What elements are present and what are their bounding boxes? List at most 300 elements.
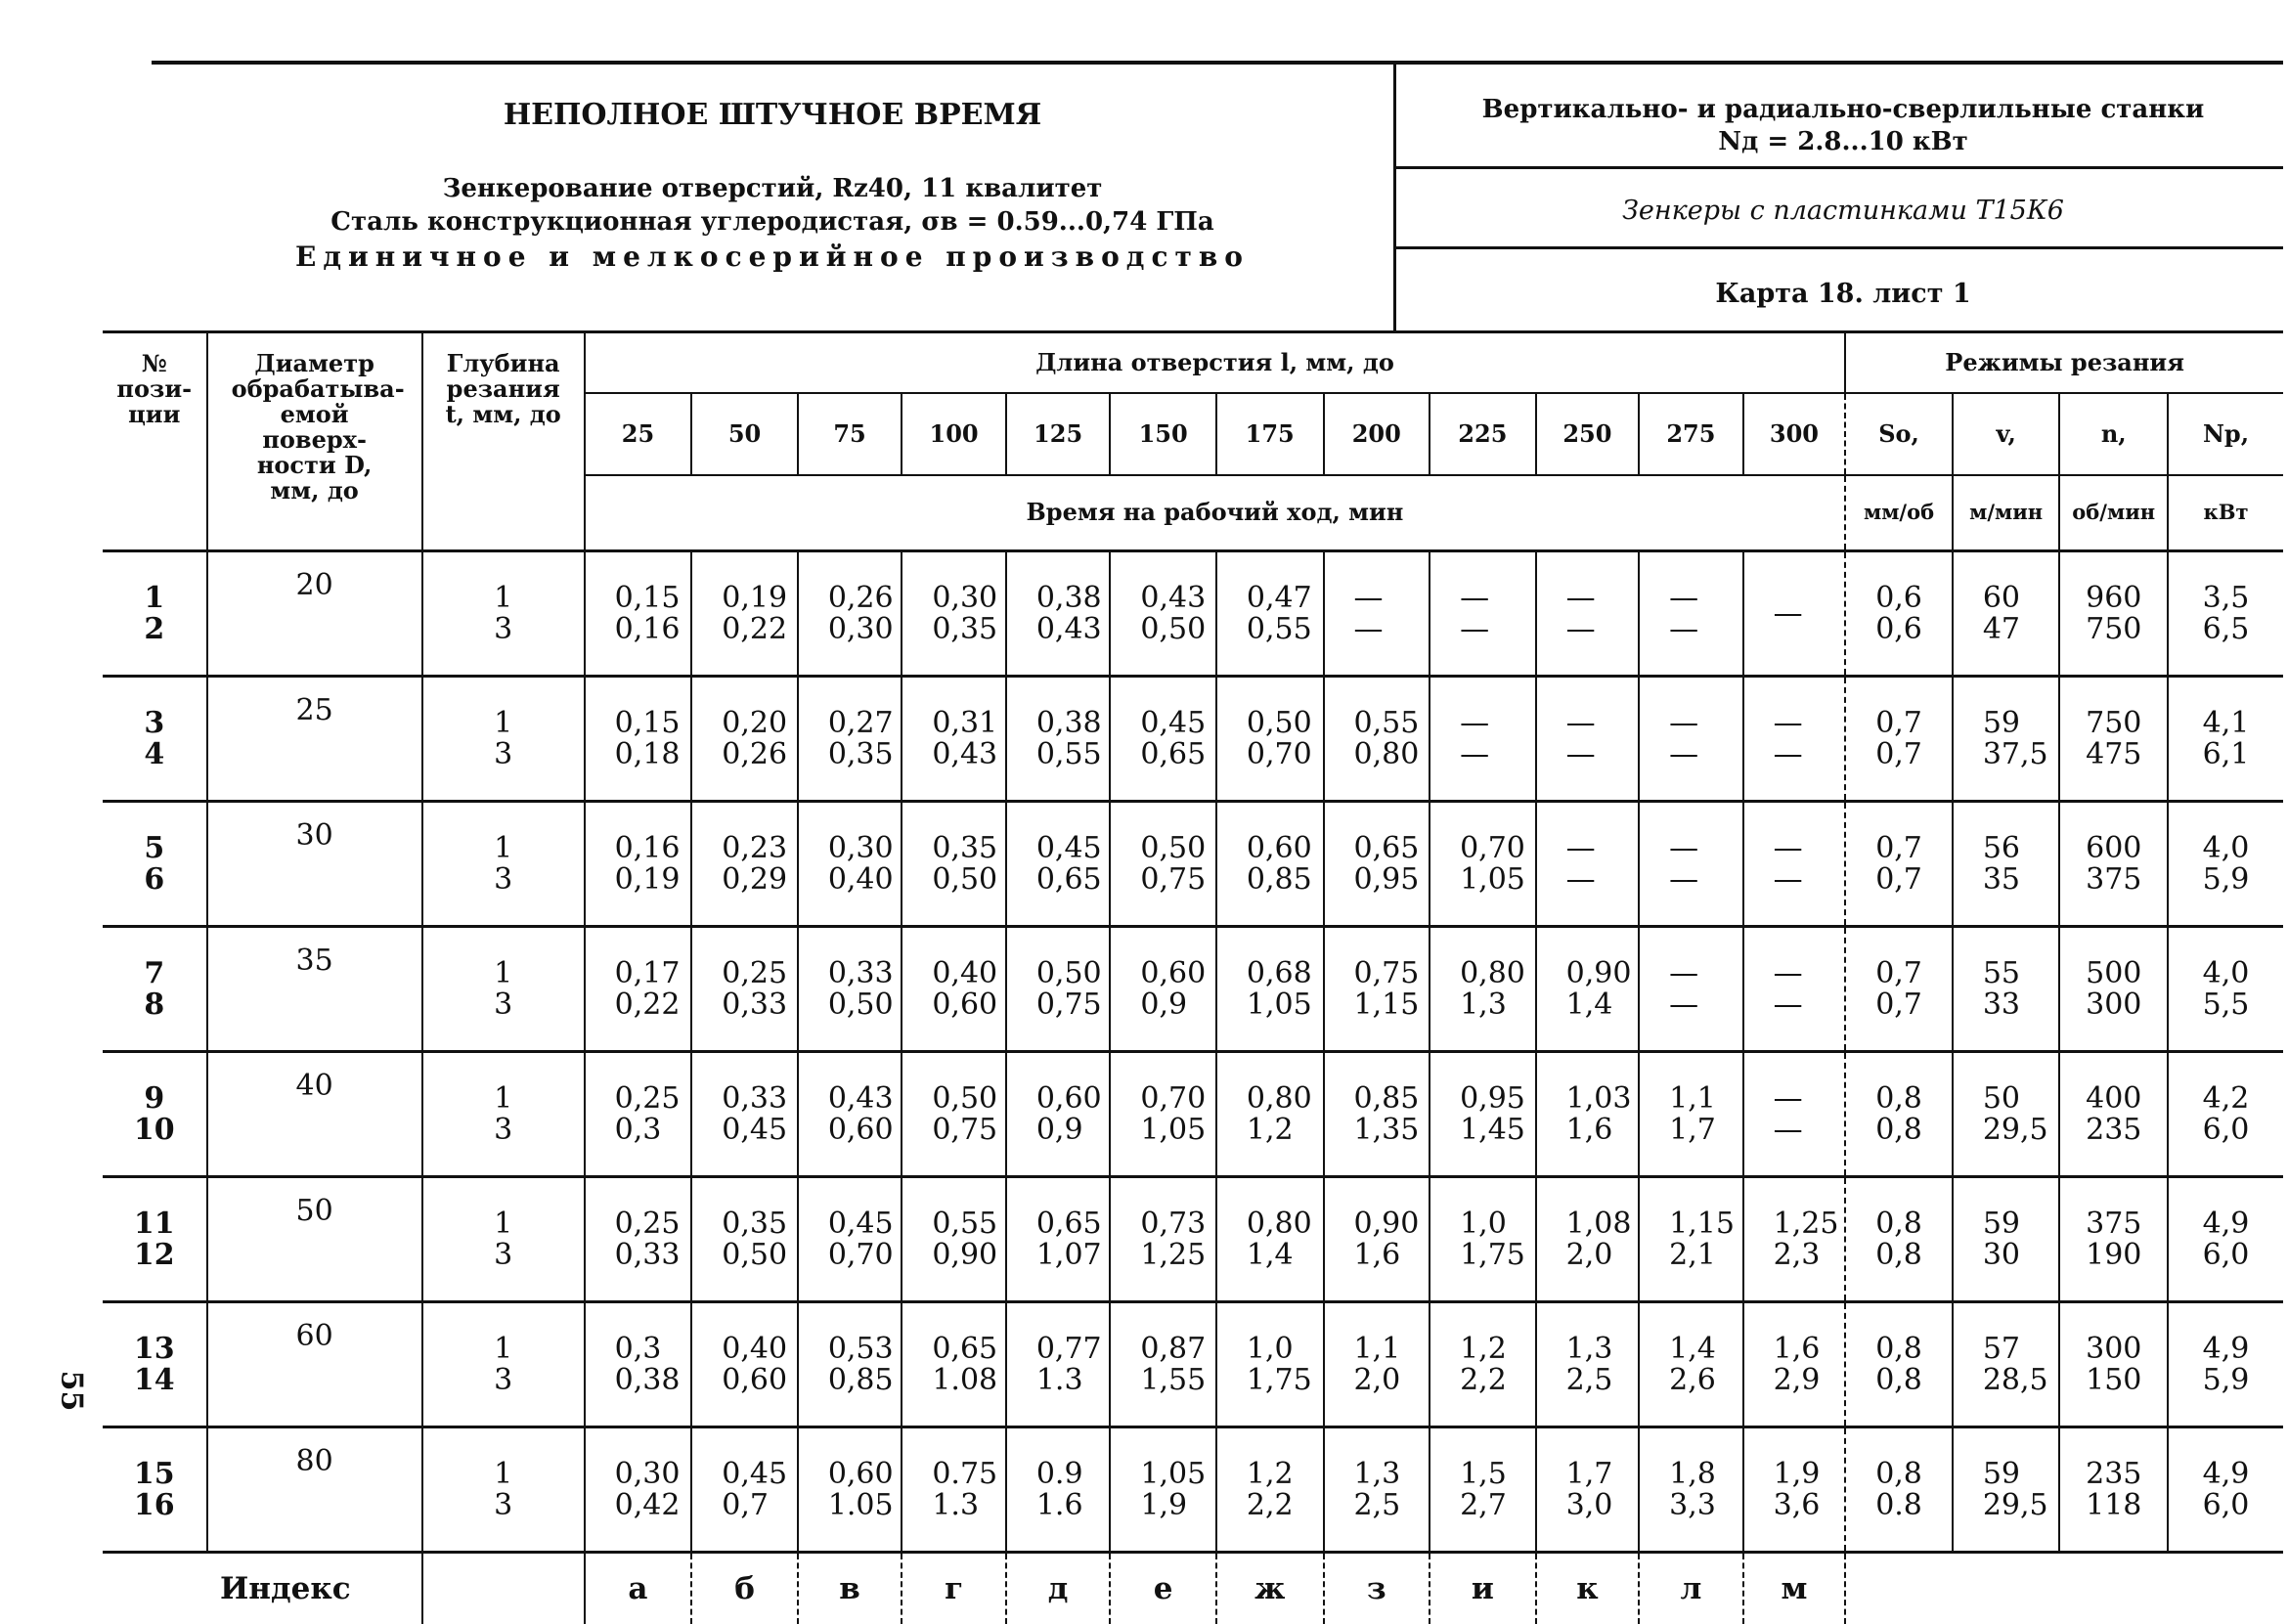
feed-cell-upper: 0,8: [1846, 1083, 1952, 1115]
index-blank: [1845, 1553, 2283, 1624]
time-cell-upper: 0,65: [1036, 1208, 1110, 1240]
time-cell-upper: —: [1669, 708, 1742, 739]
time-cell: [1536, 1177, 1640, 1302]
time-cell-lower: 0,38: [615, 1365, 691, 1396]
speed-cell-lower: 37,5: [1983, 739, 2059, 770]
position-cell-lower: 4: [103, 739, 206, 770]
time-cell-lower: 2,7: [1460, 1490, 1535, 1521]
position-cell-upper: 13: [103, 1334, 206, 1365]
time-cell: [1006, 1427, 1111, 1553]
time-cell: [1639, 551, 1743, 677]
time-cell-upper: —: [1774, 708, 1845, 739]
depth-cell: [422, 1427, 585, 1553]
time-cell-upper: 0,43: [1140, 583, 1215, 614]
time-cell: [1430, 1427, 1536, 1553]
top-rule: [152, 61, 2283, 65]
time-cell-lower: 1,55: [1140, 1365, 1215, 1396]
time-cell-upper: —: [1460, 583, 1535, 614]
col-modes-group: Режимы резания: [1845, 332, 2283, 393]
time-cell: [1324, 677, 1430, 802]
time-cell-lower: 0,65: [1140, 739, 1215, 770]
time-cell-upper: 0,16: [615, 833, 691, 864]
depth-cell: [422, 551, 585, 677]
time-cell-lower: 0,75: [932, 1115, 1005, 1146]
table-row-group: [103, 1052, 2283, 1177]
diameter-cell: 80: [207, 1427, 422, 1553]
table-row-group: [103, 1177, 2283, 1302]
rpm-cell-upper: 600: [2060, 833, 2167, 864]
time-cell: [1536, 677, 1640, 802]
position-cell: [103, 551, 207, 677]
index-letter: и: [1430, 1553, 1536, 1624]
time-cell-upper: —: [1460, 708, 1535, 739]
tool-type: Зенкеры с пластинками Т15К6: [1398, 196, 2288, 226]
table-row-group: [103, 927, 2283, 1052]
rpm-cell-upper: 400: [2060, 1083, 2167, 1115]
power-cell: [2168, 1427, 2283, 1553]
time-cell-upper: 1,3: [1354, 1459, 1430, 1490]
time-cell: [1216, 1052, 1324, 1177]
time-cell: [1006, 927, 1111, 1052]
feed-cell-upper: 0,7: [1846, 958, 1952, 989]
time-cell: [585, 1052, 692, 1177]
time-cell-lower: —: [1566, 614, 1639, 645]
time-cell-upper: 1,8: [1669, 1459, 1742, 1490]
rpm-cell-upper: 750: [2060, 708, 2167, 739]
rpm-cell-upper: 500: [2060, 958, 2167, 989]
index-letter: к: [1536, 1553, 1640, 1624]
time-cell-upper: —: [1669, 583, 1742, 614]
rpm-cell: [2059, 1177, 2168, 1302]
time-cell-upper: —: [1354, 583, 1430, 614]
time-cell-lower: 1,07: [1036, 1240, 1110, 1271]
time-cell: [1110, 802, 1216, 927]
col-mode-unit-0: мм/об: [1845, 475, 1953, 551]
time-cell-upper: 0,26: [828, 583, 902, 614]
right-rule-1: [1396, 166, 2283, 169]
time-cell-lower: 1,25: [1140, 1240, 1215, 1271]
time-cell-lower: —: [1669, 739, 1742, 770]
time-cell-upper: 0,30: [615, 1459, 691, 1490]
time-cell-lower: 0,50: [932, 864, 1005, 896]
col-mode-sym-3: Nр,: [2168, 393, 2283, 475]
time-cell-lower: —: [1460, 739, 1535, 770]
time-cell-upper: 0,45: [1140, 708, 1215, 739]
position-cell-lower: 6: [103, 864, 206, 896]
position-cell-upper: 3: [103, 708, 206, 739]
depth-cell: [422, 1052, 585, 1177]
rpm-cell-lower: 300: [2060, 989, 2167, 1021]
time-cell-upper: —: [1774, 833, 1845, 864]
time-cell: [1430, 802, 1536, 927]
time-cell-upper: 1,05: [1140, 1459, 1215, 1490]
time-cell: [798, 1302, 902, 1427]
time-cell: [1110, 1302, 1216, 1427]
time-cell-upper: 0,35: [932, 833, 1005, 864]
time-cell-upper: 0,25: [615, 1083, 691, 1115]
time-cell: [1743, 1302, 1846, 1427]
time-cell-upper: 0,23: [722, 833, 797, 864]
time-cell-upper: 1,25: [1774, 1208, 1845, 1240]
time-cell-lower: 1,75: [1247, 1365, 1323, 1396]
time-cell-lower: 0,7: [722, 1490, 797, 1521]
index-letter: б: [691, 1553, 798, 1624]
time-cell: [902, 1177, 1006, 1302]
power-cell: [2168, 1302, 2283, 1427]
time-cell: [691, 677, 798, 802]
time-cell-upper: 0,15: [615, 708, 691, 739]
time-cell: [1743, 1052, 1846, 1177]
time-cell-lower: 0,43: [932, 739, 1005, 770]
time-cell: [798, 1427, 902, 1553]
speed-cell-lower: 28,5: [1983, 1365, 2059, 1396]
time-cell: [585, 1177, 692, 1302]
index-letter: а: [585, 1553, 692, 1624]
rpm-cell: [2059, 1427, 2168, 1553]
time-cell-lower: 2,9: [1774, 1365, 1845, 1396]
time-cell: [691, 802, 798, 927]
power-cell: [2168, 1052, 2283, 1177]
time-cell-upper: 0,65: [932, 1334, 1005, 1365]
time-cell-lower: 0,95: [1354, 864, 1430, 896]
time-cell-lower: —: [1774, 864, 1845, 896]
time-cell: [1430, 927, 1536, 1052]
time-cell-lower: —: [1460, 614, 1535, 645]
time-cell-lower: 0,35: [828, 739, 902, 770]
feed-cell: [1845, 1427, 1953, 1553]
time-cell-lower: 0,60: [722, 1365, 797, 1396]
time-cell: [1639, 1427, 1743, 1553]
time-cell-upper: 0,77: [1036, 1334, 1110, 1365]
time-cell-upper: 0.75: [932, 1459, 1005, 1490]
time-cell: [1006, 677, 1111, 802]
time-cell: [1639, 1177, 1743, 1302]
power-cell-upper: 4,9: [2169, 1459, 2283, 1490]
depth-cell-lower: 3: [423, 1490, 584, 1521]
time-cell-lower: —: [1774, 1115, 1845, 1146]
time-cell: [1324, 551, 1430, 677]
speed-cell: [1953, 551, 2060, 677]
position-cell-lower: 10: [103, 1115, 206, 1146]
time-cell-lower: 0,80: [1354, 739, 1430, 770]
position-cell: [103, 1177, 207, 1302]
time-cell-lower: 2,3: [1774, 1240, 1845, 1271]
power-cell-upper: 4,0: [2169, 833, 2283, 864]
time-cell: [1216, 551, 1324, 677]
time-cell-upper: 0,68: [1247, 958, 1323, 989]
time-cell-lower: —: [1566, 864, 1639, 896]
col-mode-sym-2: n,: [2059, 393, 2168, 475]
time-cell-lower: 0,65: [1036, 864, 1110, 896]
feed-cell-lower: 0,8: [1846, 1240, 1952, 1271]
index-letter: з: [1324, 1553, 1430, 1624]
time-cell: [798, 802, 902, 927]
feed-cell: [1845, 1177, 1953, 1302]
time-cell-upper: 0,40: [722, 1334, 797, 1365]
col-depth: Глубина резания t, мм, до: [422, 332, 585, 551]
time-cell: [1006, 1177, 1111, 1302]
depth-cell-lower: 3: [423, 614, 584, 645]
table-row-group: [103, 1427, 2283, 1553]
index-letter: л: [1639, 1553, 1743, 1624]
main-title: НЕПОЛНОЕ ШТУЧНОЕ ВРЕМЯ: [152, 98, 1393, 132]
feed-cell: [1845, 802, 1953, 927]
rpm-cell: [2059, 802, 2168, 927]
time-cell-lower: 1.05: [828, 1490, 902, 1521]
power-cell-upper: 3,5: [2169, 583, 2283, 614]
col-length-5: 150: [1110, 393, 1216, 475]
index-letter: е: [1110, 1553, 1216, 1624]
subtitle-operation: Зенкерование отверстий, Rz40, 11 квалитет: [152, 174, 1393, 203]
feed-cell-upper: 0,6: [1846, 583, 1952, 614]
speed-cell-lower: 33: [1983, 989, 2059, 1021]
time-cell: [1536, 551, 1640, 677]
time-cell: [1536, 1302, 1640, 1427]
time-caption: Время на рабочий ход, мин: [585, 475, 1846, 551]
feed-cell: [1845, 927, 1953, 1052]
time-cell-lower: 0,85: [828, 1365, 902, 1396]
time-cell-lower: 1,35: [1354, 1115, 1430, 1146]
time-cell: [798, 927, 902, 1052]
rpm-cell-upper: 960: [2060, 583, 2167, 614]
time-cell-lower: 1,05: [1247, 989, 1323, 1021]
time-cell-lower: 0,33: [722, 989, 797, 1021]
time-cell-upper: 0,30: [932, 583, 1005, 614]
time-cell: [1743, 802, 1846, 927]
power-cell: [2168, 677, 2283, 802]
time-cell-upper: 0,45: [722, 1459, 797, 1490]
table-row-group: [103, 677, 2283, 802]
time-cell-lower: 1.3: [932, 1490, 1005, 1521]
time-cell-lower: 0,26: [722, 739, 797, 770]
time-cell-upper: 0,60: [1036, 1083, 1110, 1115]
rpm-cell: [2059, 1052, 2168, 1177]
time-cell-upper: —: [1774, 1083, 1845, 1115]
time-cell: [1743, 677, 1846, 802]
time-cell-lower: —: [1669, 614, 1742, 645]
time-cell: [1216, 1302, 1324, 1427]
speed-cell-upper: 59: [1983, 1208, 2059, 1240]
right-rule-2: [1396, 246, 2283, 249]
position-cell: [103, 1302, 207, 1427]
col-position: № пози-ции: [103, 332, 207, 551]
rpm-cell: [2059, 677, 2168, 802]
time-cell-upper: 1,08: [1566, 1208, 1639, 1240]
power-cell-upper: 4,9: [2169, 1208, 2283, 1240]
time-cell: [1536, 927, 1640, 1052]
depth-cell-upper: 1: [423, 1208, 584, 1240]
position-cell-upper: 11: [103, 1208, 206, 1240]
time-cell-upper: 0,50: [1247, 708, 1323, 739]
machine-type: Вертикально- и радиально-сверлильные станки: [1398, 95, 2288, 124]
time-cell-upper: 0,90: [1354, 1208, 1430, 1240]
time-cell-upper: 0,40: [932, 958, 1005, 989]
depth-cell: [422, 802, 585, 927]
time-cell-lower: 0,45: [722, 1115, 797, 1146]
power-cell: [2168, 551, 2283, 677]
position-cell: [103, 1052, 207, 1177]
time-cell: [902, 551, 1006, 677]
col-length-2: 75: [798, 393, 902, 475]
time-cell: [1110, 1177, 1216, 1302]
depth-cell-lower: 3: [423, 1115, 584, 1146]
time-cell-upper: 0,30: [828, 833, 902, 864]
time-cell-lower: 0,18: [615, 739, 691, 770]
time-cell-lower: 2,2: [1247, 1490, 1323, 1521]
time-cell-lower: 0,60: [828, 1115, 902, 1146]
time-cell-lower: 0,22: [722, 614, 797, 645]
time-cell-lower: 1.08: [932, 1365, 1005, 1396]
time-cell: [1110, 551, 1216, 677]
col-diameter: Диаметр обрабатыва-емой поверх-ности D, мм, до: [207, 332, 422, 551]
time-cell: [691, 927, 798, 1052]
time-cell-upper: 0,87: [1140, 1334, 1215, 1365]
position-cell-lower: 8: [103, 989, 206, 1021]
time-cell-lower: 1,05: [1460, 864, 1535, 896]
time-cell-lower: 1,6: [1354, 1240, 1430, 1271]
power-cell-upper: 4,1: [2169, 708, 2283, 739]
power-cell-upper: 4,9: [2169, 1334, 2283, 1365]
time-cell: [1324, 1052, 1430, 1177]
time-cell-upper: 0,80: [1247, 1208, 1323, 1240]
feed-cell-lower: 0,8: [1846, 1115, 1952, 1146]
time-cell-upper: 0,33: [828, 958, 902, 989]
time-cell-upper: 0,60: [1247, 833, 1323, 864]
feed-cell-lower: 0,7: [1846, 864, 1952, 896]
depth-cell-upper: 1: [423, 1459, 584, 1490]
position-cell-upper: 9: [103, 1083, 206, 1115]
time-cell: [798, 1052, 902, 1177]
time-cell: [1006, 802, 1111, 927]
position-cell-lower: 14: [103, 1365, 206, 1396]
table-row-group: [103, 1302, 2283, 1427]
depth-cell-upper: 1: [423, 1334, 584, 1365]
speed-cell-upper: 56: [1983, 833, 2059, 864]
time-cell-lower: 0,85: [1247, 864, 1323, 896]
time-cell-lower: 0,42: [615, 1490, 691, 1521]
rpm-cell: [2059, 1302, 2168, 1427]
rpm-cell-upper: 375: [2060, 1208, 2167, 1240]
position-cell-upper: 5: [103, 833, 206, 864]
time-cell: [585, 1427, 692, 1553]
power-cell: [2168, 927, 2283, 1052]
time-cell: [1430, 1302, 1536, 1427]
diameter-cell: 20: [207, 551, 422, 677]
feed-cell-lower: 0,6: [1846, 614, 1952, 645]
depth-cell-upper: 1: [423, 1083, 584, 1115]
time-cell-lower: —: [1669, 864, 1742, 896]
depth-cell: [422, 1177, 585, 1302]
time-cell-upper: 0,27: [828, 708, 902, 739]
time-cell-lower: 0,50: [828, 989, 902, 1021]
time-cell-upper: —: [1566, 583, 1639, 614]
time-cell: [1216, 1177, 1324, 1302]
time-cell-lower: 1,05: [1140, 1115, 1215, 1146]
time-cell-lower: 2,0: [1566, 1240, 1639, 1271]
time-cell-lower: 2,5: [1354, 1490, 1430, 1521]
card-number: Карта 18. лист 1: [1398, 279, 2288, 309]
time-cell-upper: 0,25: [615, 1208, 691, 1240]
time-cell-lower: 0,50: [1140, 614, 1215, 645]
power-cell-lower: 6,0: [2169, 1115, 2283, 1146]
position-cell: [103, 677, 207, 802]
time-cell-lower: 0,30: [828, 614, 902, 645]
time-cell: [1110, 1052, 1216, 1177]
time-cell: [691, 1177, 798, 1302]
index-letter: д: [1006, 1553, 1111, 1624]
time-cell-lower: 0,16: [615, 614, 691, 645]
diameter-cell: 35: [207, 927, 422, 1052]
time-cell: [902, 802, 1006, 927]
depth-cell-lower: 3: [423, 1240, 584, 1271]
time-cell-upper: 0,20: [722, 708, 797, 739]
time-cell: [1743, 1427, 1846, 1553]
time-cell-upper: 0,95: [1460, 1083, 1535, 1115]
time-cell: [691, 1427, 798, 1553]
speed-cell: [1953, 1052, 2060, 1177]
feed-cell: [1845, 551, 1953, 677]
rpm-cell-lower: 118: [2060, 1490, 2167, 1521]
time-cell: [585, 802, 692, 927]
col-length-10: 275: [1639, 393, 1743, 475]
time-cell-upper: —: [1774, 598, 1845, 630]
time-cell: [1324, 1427, 1430, 1553]
time-cell: [1639, 677, 1743, 802]
position-cell-upper: 15: [103, 1459, 206, 1490]
rpm-cell: [2059, 927, 2168, 1052]
depth-cell: [422, 677, 585, 802]
time-cell-upper: 1,1: [1669, 1083, 1742, 1115]
time-cell-upper: 0,31: [932, 708, 1005, 739]
time-cell: [1324, 1302, 1430, 1427]
time-cell-upper: 1,5: [1460, 1459, 1535, 1490]
speed-cell: [1953, 1302, 2060, 1427]
time-cell-upper: 0,90: [1566, 958, 1639, 989]
time-cell-upper: 1,4: [1669, 1334, 1742, 1365]
speed-cell-upper: 59: [1983, 1459, 2059, 1490]
time-cell: [1324, 1177, 1430, 1302]
index-empty-cell: [422, 1553, 585, 1624]
speed-cell: [1953, 927, 2060, 1052]
col-mode-unit-1: м/мин: [1953, 475, 2060, 551]
feed-cell-upper: 0,8: [1846, 1208, 1952, 1240]
time-cell-lower: 1,6: [1566, 1115, 1639, 1146]
col-length-11: 300: [1743, 393, 1846, 475]
time-cell-lower: 0,33: [615, 1240, 691, 1271]
time-cell-lower: 0,9: [1036, 1115, 1110, 1146]
time-cell: [691, 551, 798, 677]
time-cell: [1110, 677, 1216, 802]
time-cell-upper: 0,45: [828, 1208, 902, 1240]
time-cell-upper: 0,80: [1460, 958, 1535, 989]
header-divider-vertical: [1393, 65, 1396, 330]
time-cell-lower: 0,70: [1247, 739, 1323, 770]
depth-cell: [422, 927, 585, 1052]
time-cell: [1743, 1177, 1846, 1302]
col-length-6: 175: [1216, 393, 1324, 475]
time-cell-upper: 0,15: [615, 583, 691, 614]
time-cell-lower: 1,15: [1354, 989, 1430, 1021]
time-cell: [1536, 802, 1640, 927]
speed-cell-lower: 29,5: [1983, 1115, 2059, 1146]
time-cell-lower: 2,6: [1669, 1365, 1742, 1396]
time-cell-lower: 1,45: [1460, 1115, 1535, 1146]
depth-cell-upper: 1: [423, 958, 584, 989]
table-row-group: [103, 551, 2283, 677]
time-cell: [1216, 677, 1324, 802]
time-cell: [1743, 551, 1846, 677]
depth-cell-upper: 1: [423, 833, 584, 864]
